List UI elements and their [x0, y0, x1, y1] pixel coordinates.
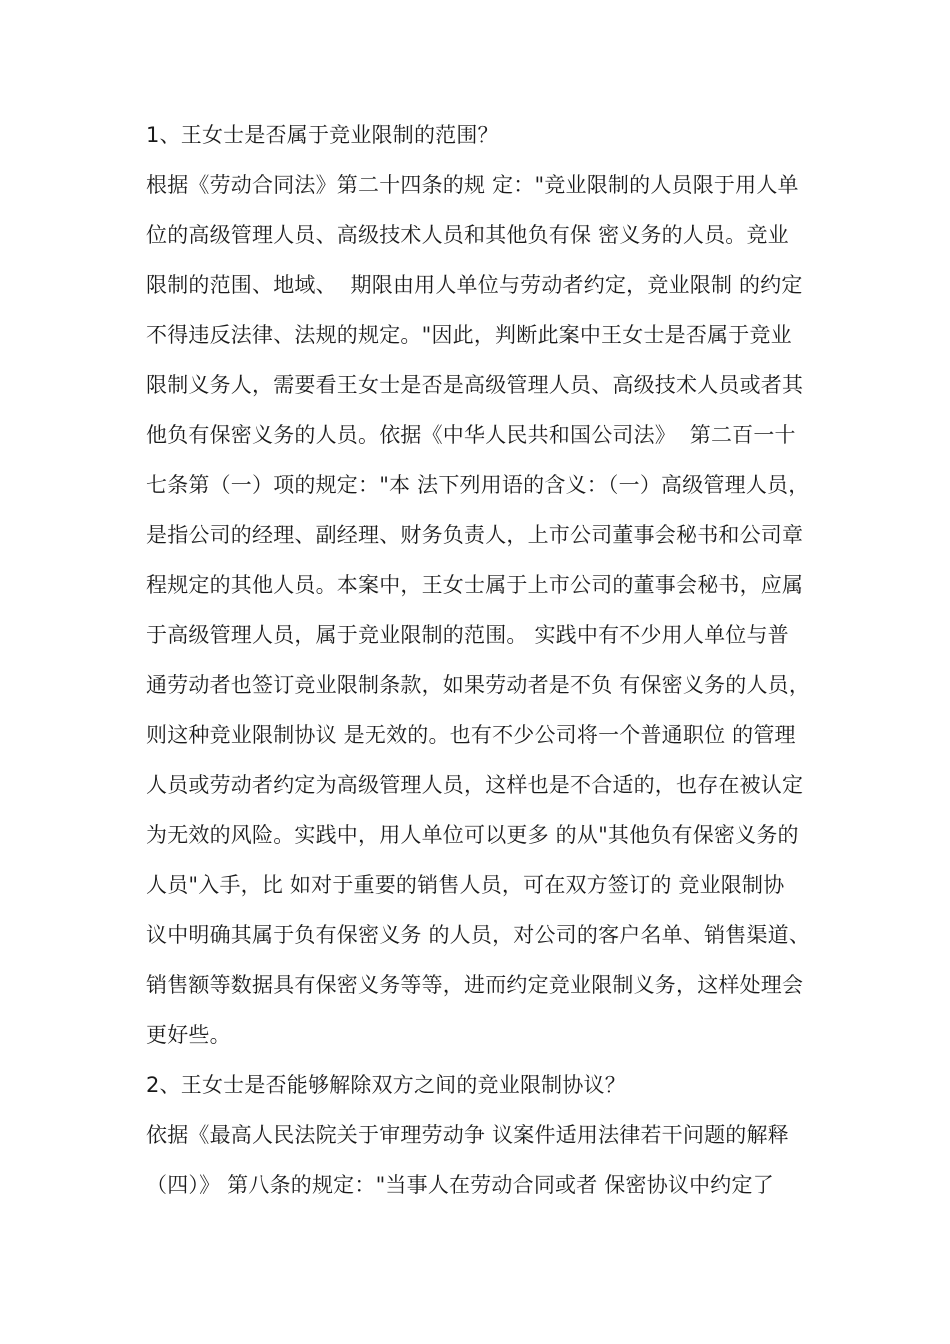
paragraph-line: 则这种竞业限制协议 是无效的。也有不少公司将一个普通职位 的管理 [146, 723, 796, 747]
paragraph-line: 为无效的风险。实践中，用人单位可以更多 的从"其他负有保密义务的 [146, 823, 799, 847]
heading-question-1: 1、王女士是否属于竞业限制的范围？ [146, 123, 499, 147]
paragraph-line: 更好些。 [146, 1023, 231, 1047]
paragraph-line: 是指公司的经理、副经理、财务负责人，上市公司董事会秘书和公司章 [146, 523, 804, 547]
paragraph-line: 于高级管理人员，属于竞业限制的范围。 实践中有不少用人单位与普 [146, 623, 789, 647]
paragraph-line: （四）》 第八条的规定："当事人在劳动合同或者 保密协议中约定了 [146, 1173, 774, 1197]
paragraph-line: 人员"入手，比 如对于重要的销售人员，可在双方签订的 竞业限制协 [146, 873, 785, 897]
heading-question-2: 2、王女士是否能够解除双方之间的竞业限制协议？ [146, 1073, 626, 1097]
paragraph-line: 程规定的其他人员。本案中，王女士属于上市公司的董事会秘书，应属 [146, 573, 804, 597]
paragraph-line: 根据《劳动合同法》第二十四条的规 定："竞业限制的人员限于用人单 [146, 173, 799, 197]
paragraph-line: 销售额等数据具有保密义务等等，进而约定竞业限制义务，这样处理会 [146, 973, 804, 997]
paragraph-line: 依据《最高人民法院关于审理劳动争 议案件适用法律若干问题的解释 [146, 1123, 789, 1147]
paragraph-line: 议中明确其属于负有保密义务 的人员，对公司的客户名单、销售渠道、 [146, 923, 811, 947]
paragraph-line: 七条第（一）项的规定："本 法下列用语的含义：（一）高级管理人员， [146, 473, 810, 497]
paragraph-line: 限制义务人，需要看王女士是否是高级管理人员、高级技术人员或者其 [146, 373, 804, 397]
paragraph-line: 他负有保密义务的人员。依据《中华人民共和国公司法》 第二百一十 [146, 423, 796, 447]
paragraph-line: 限制的范围、地域、 期限由用人单位与劳动者约定，竞业限制 的约定 [146, 273, 803, 297]
paragraph-line: 通劳动者也签订竞业限制条款，如果劳动者是不负 有保密义务的人员， [146, 673, 811, 697]
paragraph-line: 位的高级管理人员、高级技术人员和其他负有保 密义务的人员。竞业 [146, 223, 789, 247]
paragraph-line: 不得违反法律、法规的规定。"因此，判断此案中王女士是否属于竞业 [146, 323, 792, 347]
paragraph-line: 人员或劳动者约定为高级管理人员，这样也是不合适的，也存在被认定 [146, 773, 804, 797]
